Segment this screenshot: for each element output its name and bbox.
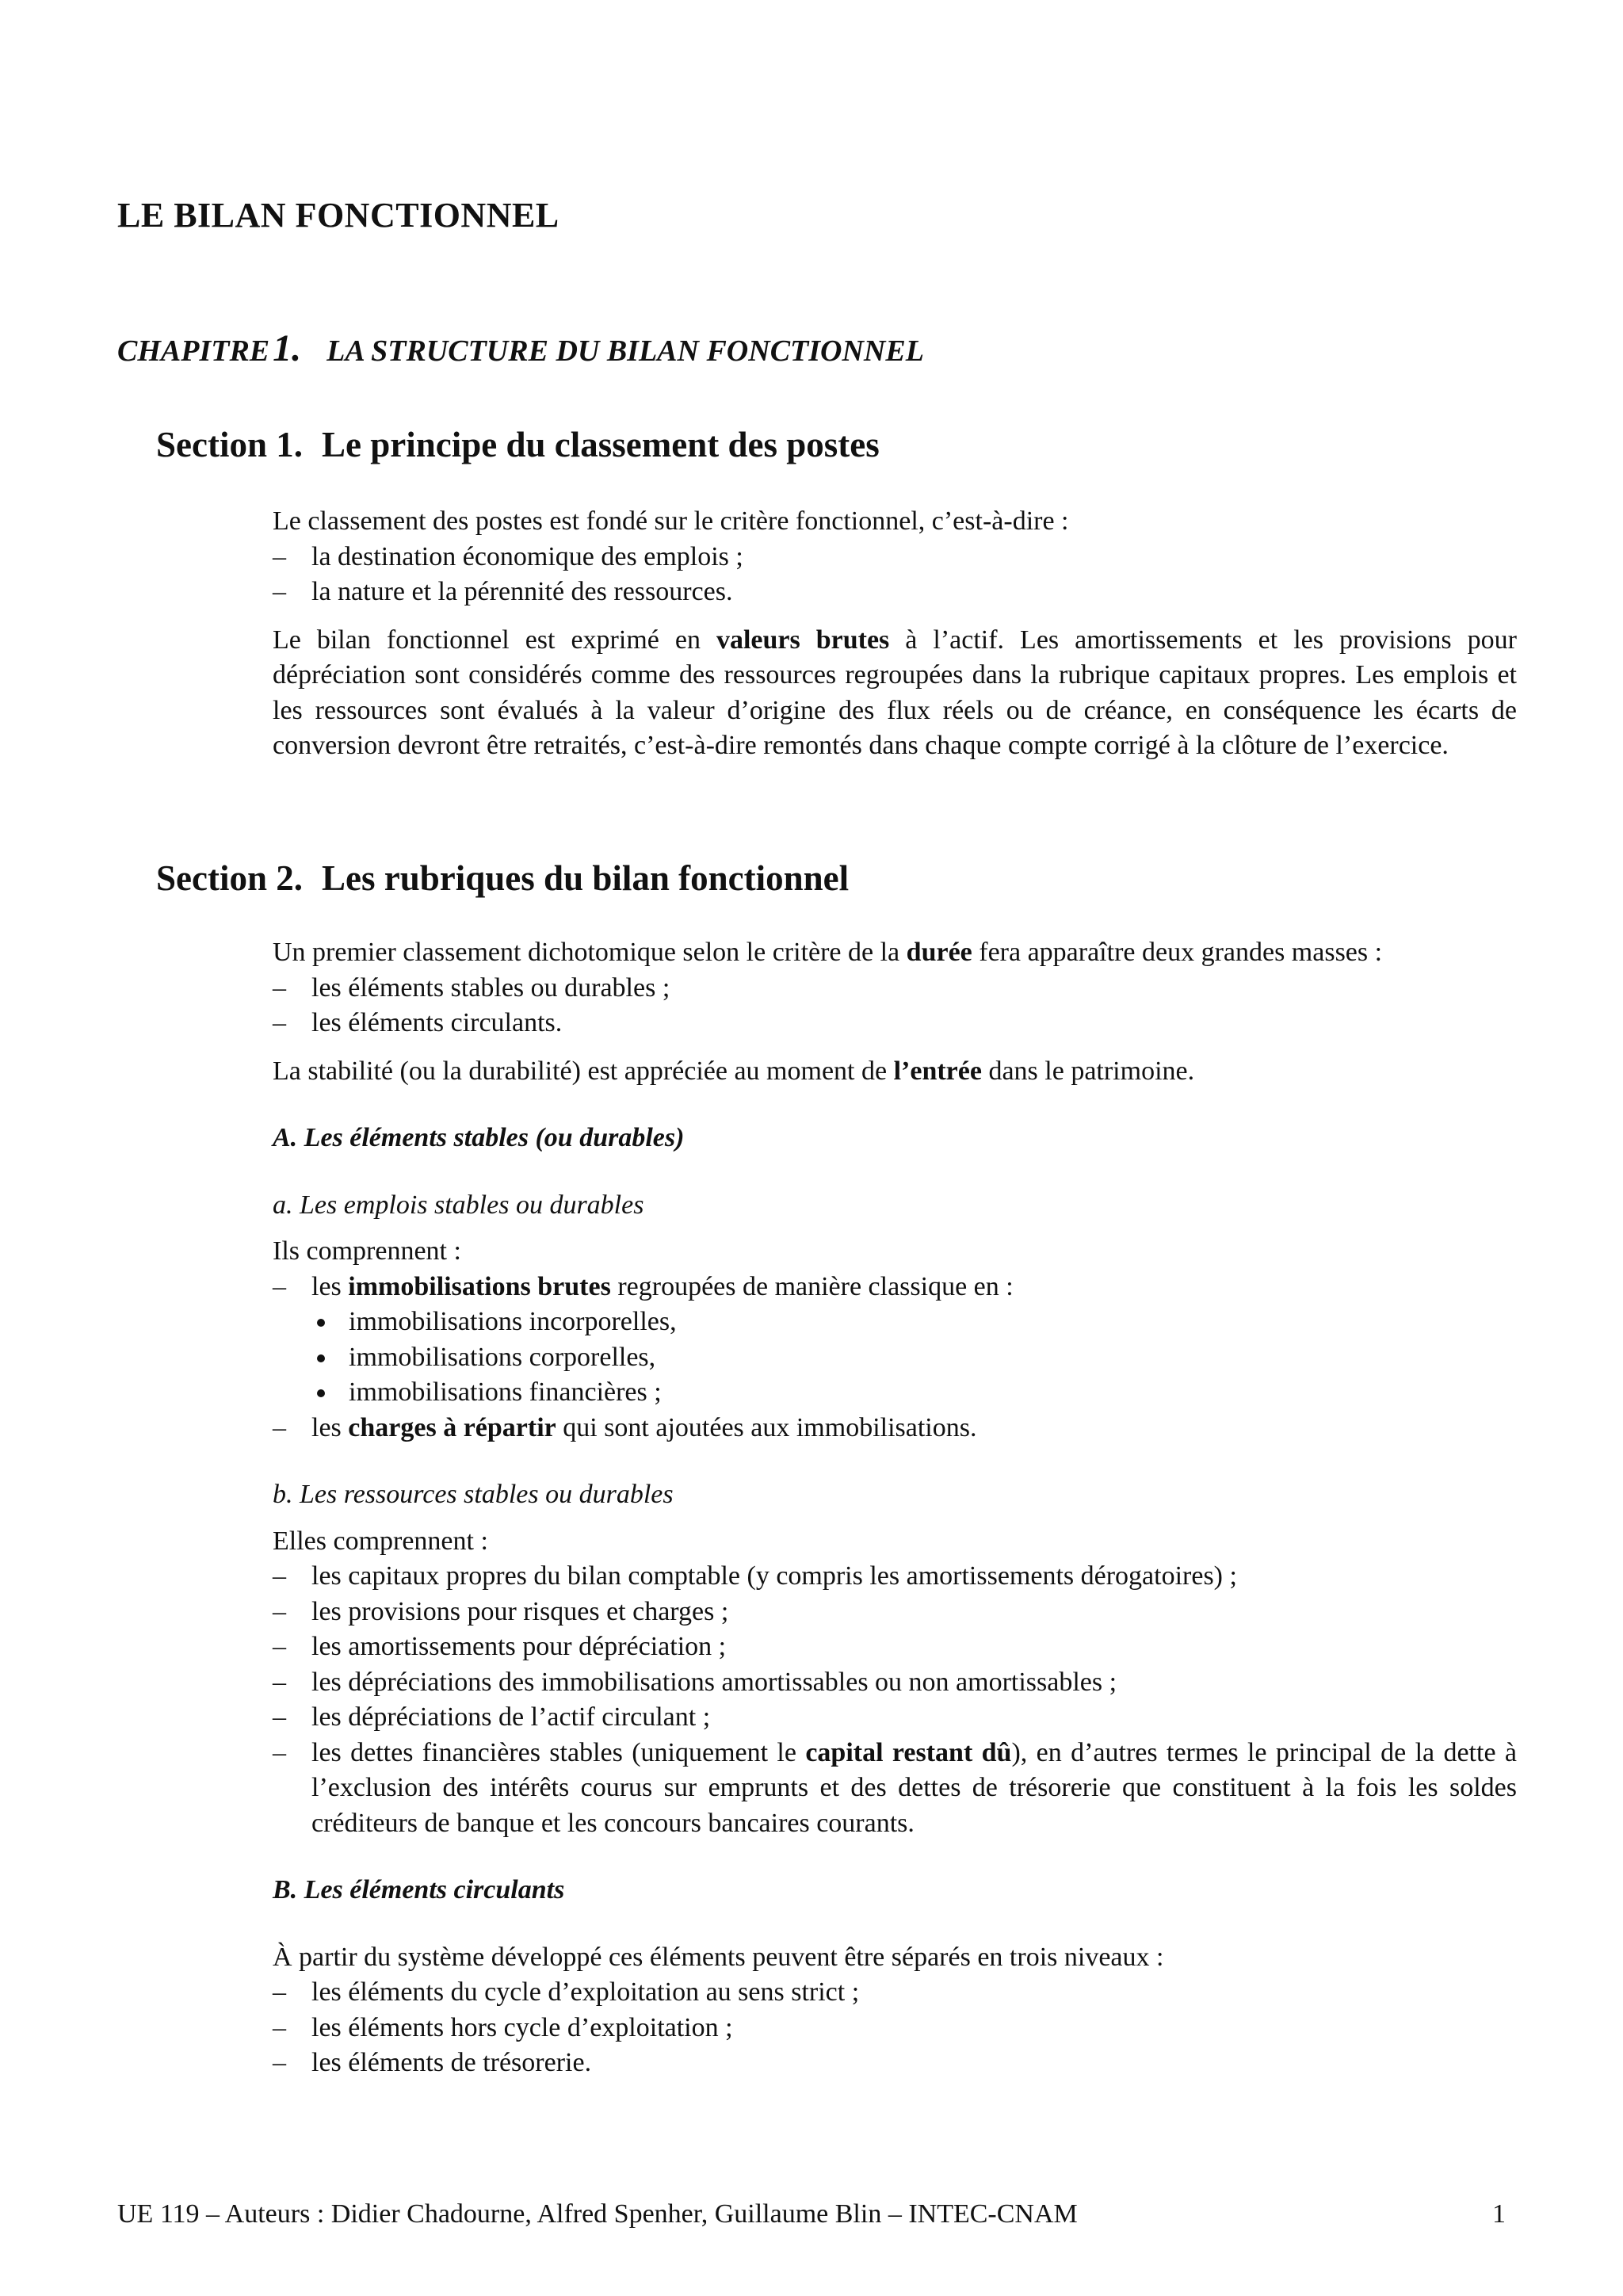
- list-item: [273, 1270, 1517, 1305]
- section-1-paragraph: [273, 623, 1517, 764]
- footer-text: UE 119 – Auteurs : Didier Chadourne, Alfred Spenher, Guillaume Blin – INTEC-CNAM: [117, 2199, 1078, 2229]
- document-title: LE BILAN FONCTIONNEL: [117, 196, 559, 235]
- text-run: les: [311, 1412, 349, 1442]
- text-run: ), en d’autres termes le principal de la dette à l’exclusion des intérêts courus sur emprunts et des dettes de trésorerie que constituent à la fois les soldes créditeurs de banque et les concours bancaires courants.: [311, 1737, 1518, 1838]
- bold-term-immobilisations-brutes: immobilisations brutes: [348, 1271, 611, 1301]
- bold-term-capital-restant-du: capital restant dû: [805, 1737, 1012, 1767]
- chapter-heading: [117, 327, 924, 370]
- list-item: – les capitaux propres du bilan comptable (y compris les amortissements dérogatoires) ;: [273, 1559, 1517, 1595]
- text-run: fera apparaître deux grandes masses :: [972, 938, 1383, 967]
- bullet-item: immobilisations corporelles,: [310, 1340, 1517, 1376]
- chapter-label: CHAPITRE: [117, 334, 270, 368]
- subsection-b-title: B. Les éléments circulants: [273, 1875, 565, 1904]
- emplois-list: [273, 1270, 1517, 1305]
- bullet-item: immobilisations incorporelles,: [310, 1305, 1517, 1340]
- emplois-list-continued: [273, 1411, 1517, 1446]
- stability-paragraph: [273, 1054, 1517, 1090]
- circulants-intro: À partir du système développé ces éléments peuvent être séparés en trois niveaux :: [273, 1942, 1164, 1972]
- list-item: – la destination économique des emplois ;: [273, 540, 1517, 575]
- section-2-body: [273, 935, 1517, 2081]
- text-run: dans le patrimoine.: [981, 1056, 1195, 1086]
- immobilisations-bullets: [273, 1305, 1517, 1411]
- page-number: 1: [1492, 2199, 1506, 2229]
- section-2-heading: [156, 858, 849, 899]
- bullet-item: immobilisations financières ;: [310, 1375, 1517, 1411]
- subsection-a-b-title: b. Les ressources stables ou durables: [273, 1480, 674, 1509]
- text-run: les: [311, 1271, 349, 1301]
- list-item: [273, 1736, 1517, 1842]
- section-1-body: [273, 504, 1517, 764]
- page-footer: [117, 2199, 1506, 2229]
- subsection-a-a-title: a. Les emplois stables ou durables: [273, 1190, 644, 1220]
- section-1-list: [273, 540, 1517, 610]
- list-item: – les dépréciations des immobilisations amortissables ou non amortissables ;: [273, 1665, 1517, 1701]
- subsection-a-title: A. Les éléments stables (ou durables): [273, 1123, 685, 1152]
- list-item: – les éléments hors cycle d’exploitation ;: [273, 2011, 1517, 2046]
- list-item: [273, 1411, 1517, 1446]
- bold-term-valeurs-brutes: valeurs brutes: [716, 625, 890, 655]
- section-2-label: Section 2.: [156, 858, 303, 898]
- text-run: qui sont ajoutées aux immobilisations.: [556, 1412, 977, 1442]
- chapter-title: LA STRUCTURE DU BILAN FONCTIONNEL: [327, 334, 924, 368]
- section-1-title: Le principe du classement des postes: [322, 425, 880, 464]
- section-2-list: [273, 971, 1517, 1041]
- text-run: les dettes financières stables (uniquement le: [311, 1737, 806, 1767]
- section-1-intro: Le classement des postes est fondé sur le critère fonctionnel, c’est-à-dire :: [273, 506, 1069, 536]
- text-run: à l’actif. Les amortissements et les provisions pour dépréciation sont considérés comme des ressources regroupées dans la rubrique capitaux propres. Les emplois et les ressources sont évalués à la valeur d’origine des flux réels ou de créance, en conséquence les écarts de conversion devront être retraités, c’est-à-dire remontés dans chaque compte corrigé à la clôture de l’exercice.: [273, 625, 1517, 760]
- text-run: La stabilité (ou la durabilité) est appréciée au moment de: [273, 1056, 894, 1086]
- list-item: – les éléments de trésorerie.: [273, 2046, 1517, 2081]
- list-item: – les dépréciations de l’actif circulant ;: [273, 1700, 1517, 1736]
- section-2-title: Les rubriques du bilan fonctionnel: [322, 858, 850, 898]
- bold-term-entree: l’entrée: [893, 1056, 982, 1086]
- section-1-label: Section 1.: [156, 425, 303, 464]
- text-run: regroupées de manière classique en :: [610, 1271, 1014, 1301]
- bold-term-duree: durée: [906, 938, 972, 967]
- text-run: Un premier classement dichotomique selon le critère de la: [273, 938, 907, 967]
- ressources-intro: Elles comprennent :: [273, 1526, 488, 1556]
- list-item: – les éléments du cycle d’exploitation au sens strict ;: [273, 1975, 1517, 2011]
- text-run: Le bilan fonctionnel est exprimé en: [273, 625, 716, 655]
- list-item: – les éléments circulants.: [273, 1006, 1517, 1041]
- chapter-number: 1.: [273, 327, 302, 369]
- list-item: – les provisions pour risques et charges ;: [273, 1595, 1517, 1630]
- list-item: – les amortissements pour dépréciation ;: [273, 1629, 1517, 1665]
- list-item: – la nature et la pérennité des ressources.: [273, 575, 1517, 610]
- list-item: – les éléments stables ou durables ;: [273, 971, 1517, 1007]
- section-2-intro: [273, 935, 1517, 971]
- bold-term-charges-a-repartir: charges à répartir: [348, 1412, 556, 1442]
- emplois-intro: Ils comprennent :: [273, 1236, 461, 1266]
- section-1-heading: [156, 424, 880, 465]
- circulants-list: [273, 1975, 1517, 2081]
- ressources-list: [273, 1559, 1517, 1841]
